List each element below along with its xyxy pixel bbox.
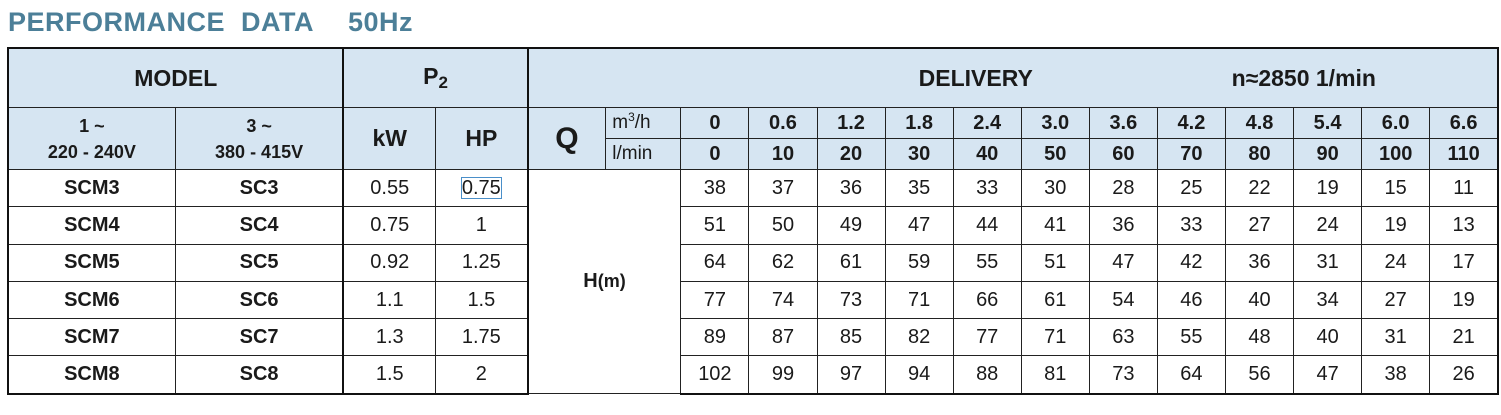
- head-value-cell: 35: [885, 170, 953, 207]
- power-kw: 0.55: [343, 170, 435, 207]
- flow-lmin-cell: 80: [1225, 139, 1293, 170]
- head-value-cell: 44: [953, 207, 1021, 244]
- head-value-cell: 82: [885, 319, 953, 356]
- head-value-cell: 66: [953, 281, 1021, 318]
- head-value-cell: 37: [749, 170, 817, 207]
- flow-lmin-cell: 30: [885, 139, 953, 170]
- flow-m3h-cell: 0: [681, 108, 749, 139]
- delivery-label: DELIVERY: [918, 65, 1033, 91]
- head-value-cell: 51: [681, 207, 749, 244]
- single-phase-model: SCM4: [8, 207, 175, 244]
- table-row: [8, 281, 1498, 318]
- performance-table: [7, 47, 1499, 395]
- head-value-cell: 47: [1294, 356, 1362, 394]
- head-value-cell: 21: [1430, 319, 1498, 356]
- head-value-cell: 24: [1362, 244, 1430, 281]
- head-value-cell: 31: [1362, 319, 1430, 356]
- head-value-cell: 97: [817, 356, 885, 394]
- head-value-cell: 28: [1089, 170, 1157, 207]
- head-value-cell: 36: [1225, 244, 1293, 281]
- head-value-cell: 11: [1430, 170, 1498, 207]
- head-value-cell: 41: [1021, 207, 1089, 244]
- power-kw: 0.75: [343, 207, 435, 244]
- head-value-cell: 34: [1294, 281, 1362, 318]
- single-phase-model: SCM3: [8, 170, 175, 207]
- head-value-cell: 47: [1089, 244, 1157, 281]
- flow-m3h-cell: 6.0: [1362, 108, 1430, 139]
- flow-m3h-cell: 4.2: [1157, 108, 1225, 139]
- flow-lmin-cell: 20: [817, 139, 885, 170]
- single-phase-label: 1 ~: [79, 115, 105, 136]
- head-value-cell: 61: [817, 244, 885, 281]
- power-hp: 1.75: [436, 319, 528, 356]
- head-value-cell: 46: [1157, 281, 1225, 318]
- head-value-cell: 54: [1089, 281, 1157, 318]
- head-value-cell: 22: [1225, 170, 1293, 207]
- p2-subscript: 2: [438, 73, 448, 92]
- power-kw: 1.3: [343, 319, 435, 356]
- flow-m3h-cell: 3.0: [1021, 108, 1089, 139]
- flow-m3h-cell: 4.8: [1225, 108, 1293, 139]
- head-value-cell: 56: [1225, 356, 1293, 394]
- head-value-cell: 48: [1225, 319, 1293, 356]
- head-value-cell: 38: [1362, 356, 1430, 394]
- flow-lmin-cell: 110: [1430, 139, 1498, 170]
- three-phase-model: SC5: [175, 244, 343, 281]
- hp-header: HP: [436, 108, 528, 170]
- title-frequency: 50Hz: [348, 7, 414, 37]
- head-value-cell: 19: [1362, 207, 1430, 244]
- unit-m3h-sup: 3: [628, 110, 635, 124]
- head-value-cell: 71: [885, 281, 953, 318]
- p2-header: [343, 48, 527, 108]
- head-value-cell: 55: [1157, 319, 1225, 356]
- head-value-cell: 19: [1430, 281, 1498, 318]
- three-phase-model: SC7: [175, 319, 343, 356]
- title-text: PERFORMANCE DATA: [8, 7, 314, 37]
- single-phase-model: SCM7: [8, 319, 175, 356]
- head-value-cell: 55: [953, 244, 1021, 281]
- head-value-cell: 36: [817, 170, 885, 207]
- head-value-cell: 71: [1021, 319, 1089, 356]
- table-row: [8, 319, 1498, 356]
- table-row: [8, 244, 1498, 281]
- head-value-cell: 88: [953, 356, 1021, 394]
- flow-lmin-cell: 90: [1294, 139, 1362, 170]
- page-title: [8, 4, 413, 40]
- head-value-cell: 94: [885, 356, 953, 394]
- flow-lmin-cell: 70: [1157, 139, 1225, 170]
- unit-m3h-base: m: [612, 112, 629, 133]
- head-value-cell: 51: [1021, 244, 1089, 281]
- power-hp: 1.25: [436, 244, 528, 281]
- head-value-cell: 27: [1225, 207, 1293, 244]
- head-value-cell: 33: [953, 170, 1021, 207]
- head-value-cell: 25: [1157, 170, 1225, 207]
- head-value-cell: 15: [1362, 170, 1430, 207]
- header-row-flow-m3h: [8, 108, 1498, 139]
- head-value-cell: 62: [749, 244, 817, 281]
- head-value-cell: 38: [681, 170, 749, 207]
- head-value-cell: 87: [749, 319, 817, 356]
- head-value-cell: 40: [1225, 281, 1293, 318]
- header-row-main: [8, 48, 1498, 108]
- head-value-cell: 26: [1430, 356, 1498, 394]
- head-value-cell: 99: [749, 356, 817, 394]
- head-value-cell: 64: [1157, 356, 1225, 394]
- head-label: [528, 170, 681, 394]
- flow-m3h-cell: 5.4: [1294, 108, 1362, 139]
- head-label-main: H: [583, 270, 598, 293]
- head-value-cell: 49: [817, 207, 885, 244]
- p2-main: P: [423, 63, 439, 89]
- flow-lmin-cell: 40: [953, 139, 1021, 170]
- flow-lmin-cell: 0: [681, 139, 749, 170]
- head-value-cell: 77: [681, 281, 749, 318]
- head-value-cell: 61: [1021, 281, 1089, 318]
- head-value-cell: 31: [1294, 244, 1362, 281]
- power-kw: 1.5: [343, 356, 435, 394]
- model-header: MODEL: [8, 48, 343, 108]
- head-value-cell: 27: [1362, 281, 1430, 318]
- three-phase-label: 3 ~: [246, 115, 272, 136]
- flow-m3h-cell: 3.6: [1089, 108, 1157, 139]
- three-phase-model: SC8: [175, 356, 343, 394]
- head-value-cell: 42: [1157, 244, 1225, 281]
- head-value-cell: 19: [1294, 170, 1362, 207]
- single-phase-voltage: 220 - 240V: [47, 141, 136, 162]
- flow-lmin-cell: 50: [1021, 139, 1089, 170]
- unit-lmin: l/min: [606, 139, 681, 170]
- flow-m3h-cell: 6.6: [1430, 108, 1498, 139]
- head-value-cell: 47: [885, 207, 953, 244]
- delivery-header: [528, 48, 1498, 108]
- head-value-cell: 50: [749, 207, 817, 244]
- head-value-cell: 85: [817, 319, 885, 356]
- flow-m3h-cell: 2.4: [953, 108, 1021, 139]
- head-value-cell: 81: [1021, 356, 1089, 394]
- flow-lmin-cell: 10: [749, 139, 817, 170]
- unit-m3h: [606, 108, 681, 139]
- power-hp: 1.5: [436, 281, 528, 318]
- power-kw: 0.92: [343, 244, 435, 281]
- flow-m3h-cell: 1.8: [885, 108, 953, 139]
- head-value-cell: 77: [953, 319, 1021, 356]
- head-value-cell: 33: [1157, 207, 1225, 244]
- head-value-cell: 74: [749, 281, 817, 318]
- head-value-cell: 13: [1430, 207, 1498, 244]
- flow-m3h-cell: 0.6: [749, 108, 817, 139]
- flow-lmin-cell: 60: [1089, 139, 1157, 170]
- single-phase-header: [8, 108, 175, 170]
- head-value-cell: 59: [885, 244, 953, 281]
- three-phase-header: [175, 108, 343, 170]
- three-phase-model: SC3: [175, 170, 343, 207]
- table-row: [8, 356, 1498, 394]
- power-hp: 2: [436, 356, 528, 394]
- head-label-unit: (m): [597, 271, 626, 292]
- table-row: [8, 170, 1498, 207]
- power-hp: 1: [436, 207, 528, 244]
- three-phase-voltage: 380 - 415V: [215, 141, 304, 162]
- flow-lmin-cell: 100: [1362, 139, 1430, 170]
- head-value-cell: 40: [1294, 319, 1362, 356]
- unit-m3h-tail: /h: [634, 112, 651, 133]
- head-value-cell: 102: [681, 356, 749, 394]
- power-hp-value: 0.75: [461, 176, 501, 199]
- head-value-cell: 36: [1089, 207, 1157, 244]
- kw-header: kW: [343, 108, 435, 170]
- q-header: Q: [528, 108, 606, 170]
- head-value-cell: 64: [681, 244, 749, 281]
- single-phase-model: SCM6: [8, 281, 175, 318]
- flow-m3h-cell: 1.2: [817, 108, 885, 139]
- table-row: [8, 207, 1498, 244]
- head-value-cell: 17: [1430, 244, 1498, 281]
- three-phase-model: SC4: [175, 207, 343, 244]
- single-phase-model: SCM5: [8, 244, 175, 281]
- head-value-cell: 73: [817, 281, 885, 318]
- speed-label: n≈2850 1/min: [1231, 65, 1376, 91]
- three-phase-model: SC6: [175, 281, 343, 318]
- head-value-cell: 89: [681, 319, 749, 356]
- head-value-cell: 73: [1089, 356, 1157, 394]
- single-phase-model: SCM8: [8, 356, 175, 394]
- power-kw: 1.1: [343, 281, 435, 318]
- head-value-cell: 24: [1294, 207, 1362, 244]
- head-value-cell: 63: [1089, 319, 1157, 356]
- head-value-cell: 30: [1021, 170, 1089, 207]
- power-hp: [436, 170, 528, 207]
